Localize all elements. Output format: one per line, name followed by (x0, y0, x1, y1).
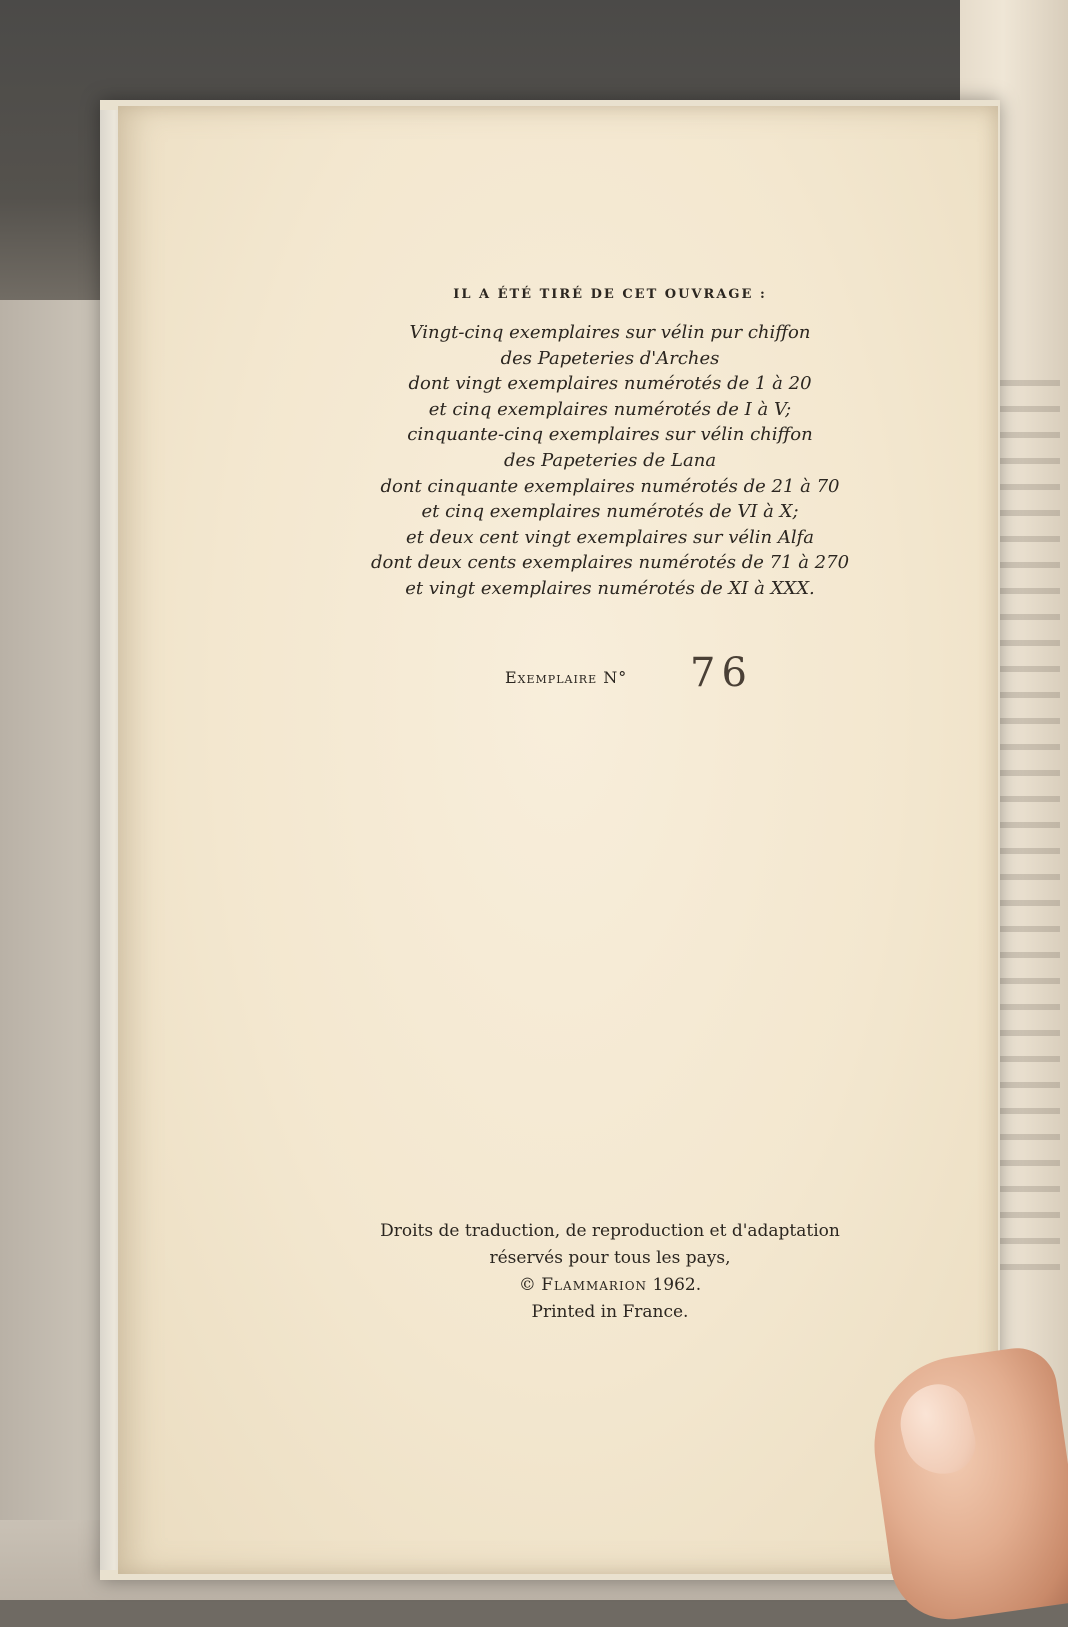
edition-line: dont cinquante exemplaires numérotés de 21 à 70 (380, 475, 840, 497)
edition-line: des Papeteries d'Arches (500, 347, 720, 369)
edition-line: Vingt-cinq exemplaires sur vélin pur chiffon (409, 322, 811, 343)
colophon-heading: IL A ÉTÉ TIRÉ DE CET OUVRAGE : (453, 287, 767, 302)
copyright-symbol: © (518, 1275, 536, 1295)
edition-line: et deux cent vingt exemplaires sur vélin Alfa (406, 526, 814, 548)
edition-statement (350, 320, 870, 602)
facing-page-text-lines (1000, 380, 1060, 1280)
publisher-name: Flammarion (541, 1275, 648, 1295)
copyright-line (350, 1272, 870, 1299)
copyright-year: 1962. (652, 1275, 702, 1295)
copy-number-stamp: 76 (690, 650, 753, 696)
copy-number-label: Exemplaire N° (505, 668, 628, 687)
edition-line: dont vingt exemplaires numérotés de 1 à 20 (408, 373, 812, 395)
rights-line: réservés pour tous les pays, (489, 1248, 731, 1268)
edition-line: et vingt exemplaires numérotés de XI à XXX. (405, 577, 815, 599)
rights-notice (350, 1218, 870, 1326)
rights-line: Droits de traduction, de reproduction et d'adaptation (380, 1221, 840, 1241)
edition-line: dont deux cents exemplaires numérotés de 71 à 270 (370, 552, 850, 574)
edition-line: des Papeteries de Lana (503, 449, 717, 471)
printed-in-line: Printed in France. (531, 1302, 689, 1322)
edition-line: cinquante-cinq exemplaires sur vélin chiffon (407, 424, 813, 446)
edition-line: et cinq exemplaires numérotés de I à V; (428, 398, 792, 420)
edition-line: et cinq exemplaires numérotés de VI à X; (421, 501, 799, 523)
